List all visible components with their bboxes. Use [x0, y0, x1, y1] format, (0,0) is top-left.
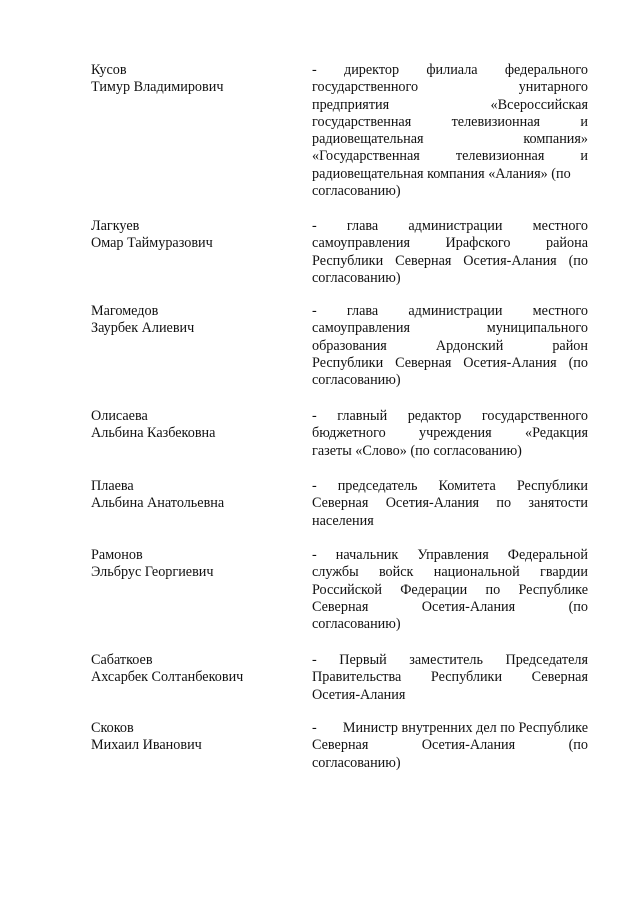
description-line	[312, 183, 588, 200]
description-line	[312, 755, 588, 772]
description-word: главный	[337, 408, 388, 424]
member-given-names: Альбина Казбековна	[91, 425, 216, 442]
member-name	[91, 478, 291, 513]
description-word: гвардии	[540, 564, 588, 581]
description-word: Ардонский	[435, 337, 504, 354]
description-word: Осетия-Алания	[463, 354, 557, 371]
description-word: Осетия-Алания	[312, 686, 406, 703]
description-line	[312, 513, 588, 530]
description-line	[312, 564, 588, 581]
description-line	[312, 270, 588, 287]
member-position-description	[312, 478, 588, 530]
description-word: Осетия-Алания	[463, 252, 557, 269]
member-name	[91, 720, 291, 755]
member-given-names: Альбина Анатольевна	[91, 495, 225, 512]
description-word: Федерации	[400, 581, 468, 598]
description-line	[312, 355, 588, 372]
description-line	[312, 218, 588, 235]
description-word: глава	[346, 218, 379, 234]
description-word: государственного	[312, 79, 419, 96]
description-word: Управления	[417, 547, 489, 563]
description-line	[312, 338, 588, 355]
description-word: района	[546, 235, 588, 252]
description-word: Северная	[312, 598, 369, 615]
description-word: председатель	[337, 478, 418, 494]
description-word: Республики	[430, 669, 503, 686]
member-position-description	[312, 303, 588, 389]
description-word: Северная	[395, 354, 452, 371]
description-word: телевизионная	[451, 113, 541, 130]
description-word: глава	[346, 303, 379, 319]
description-word: Республики	[516, 478, 588, 494]
description-word: (по	[568, 737, 588, 754]
description-line	[312, 320, 588, 337]
description-word: Северная	[312, 737, 369, 754]
description-word: -	[312, 303, 317, 319]
member-name	[91, 547, 291, 582]
description-line	[312, 443, 588, 460]
description-word: -	[312, 652, 317, 668]
member-position-description	[312, 720, 588, 772]
description-line	[312, 253, 588, 270]
description-word: администрации	[408, 218, 503, 234]
member-surname: Скоков	[91, 720, 134, 736]
description-word: Республике	[518, 581, 588, 598]
description-line	[312, 62, 588, 79]
member-name	[91, 62, 291, 97]
description-word: Осетия-Алания	[421, 737, 516, 754]
description-word: Комитета	[438, 478, 496, 494]
description-word: предприятия	[312, 96, 390, 113]
member-position-description	[312, 62, 588, 200]
description-word: местного	[532, 218, 588, 234]
member-surname: Олисаева	[91, 408, 148, 424]
member-surname: Кусов	[91, 62, 127, 78]
member-given-names: Тимур Владимирович	[91, 79, 224, 96]
description-line	[312, 737, 588, 754]
description-word: (по	[568, 598, 588, 615]
member-surname: Сабаткоев	[91, 652, 153, 668]
description-word: по	[485, 581, 501, 598]
description-line	[312, 582, 588, 599]
description-word: -	[312, 478, 317, 494]
member-surname: Рамонов	[91, 547, 143, 563]
description-word: Северная	[312, 495, 369, 512]
description-word: -	[312, 547, 317, 563]
description-word: Северная	[395, 252, 452, 269]
description-line	[312, 599, 588, 616]
member-name	[91, 652, 291, 687]
description-word: Северная	[531, 669, 588, 686]
description-line	[312, 687, 588, 704]
description-word: согласованию)	[312, 616, 401, 633]
description-word: муниципального	[486, 320, 588, 337]
description-word: Федеральной	[507, 547, 588, 563]
member-given-names: Ахсарбек Солтанбекович	[91, 669, 244, 686]
description-word: самоуправления	[312, 235, 410, 252]
description-word: газеты «Слово» (по согласованию)	[312, 442, 522, 459]
description-line	[312, 166, 588, 183]
description-word: «Редакция	[524, 425, 588, 442]
description-line	[312, 495, 588, 512]
description-word: компания»	[523, 131, 588, 148]
description-line	[312, 303, 588, 320]
description-word: учреждения	[419, 425, 492, 442]
description-word: образования	[312, 337, 387, 354]
description-word: Осетия-Алания	[421, 598, 516, 615]
description-line	[312, 616, 588, 633]
description-word: согласованию)	[312, 269, 401, 286]
description-word: «Всероссийская	[490, 96, 588, 113]
member-given-names: Омар Таймуразович	[91, 235, 213, 252]
member-surname: Плаева	[91, 478, 134, 494]
description-word: федерального	[504, 62, 588, 78]
description-word: Республики	[312, 354, 384, 371]
description-word: самоуправления	[312, 320, 410, 337]
description-line	[312, 97, 588, 114]
description-word: Республики	[312, 252, 384, 269]
description-word: -	[312, 218, 317, 234]
description-line	[312, 235, 588, 252]
member-given-names: Эльбрус Георгиевич	[91, 564, 214, 581]
member-given-names: Заурбек Алиевич	[91, 320, 195, 337]
description-line	[312, 79, 588, 96]
description-line	[312, 148, 588, 165]
description-word: редактор	[407, 408, 462, 424]
description-word: Осетия-Алания	[385, 495, 480, 512]
description-word: начальник	[335, 547, 399, 563]
description-word: населения	[312, 512, 374, 529]
description-word: Министр внутренних дел по Республике	[342, 720, 588, 736]
description-word: занятости	[528, 495, 588, 512]
description-word: радиовещательная	[312, 131, 424, 148]
description-line	[312, 478, 588, 495]
description-line	[312, 425, 588, 442]
member-surname: Лагкуев	[91, 218, 140, 234]
description-line	[312, 652, 588, 669]
member-surname: Магомедов	[91, 303, 159, 319]
description-word: заместитель	[409, 652, 483, 668]
description-word: радиовещательная компания «Алания» (по	[312, 165, 571, 182]
description-word: и	[580, 113, 588, 130]
description-word: -	[312, 408, 317, 424]
description-word: согласованию)	[312, 372, 401, 389]
description-word: администрации	[408, 303, 503, 319]
member-name	[91, 408, 291, 443]
description-line	[312, 547, 588, 564]
description-word: государственного	[481, 408, 588, 424]
description-word: местного	[532, 303, 588, 319]
description-word: Председателя	[505, 652, 588, 668]
description-line	[312, 408, 588, 425]
description-word: район	[552, 337, 588, 354]
description-word: национальной	[433, 564, 520, 581]
description-word: директор	[343, 62, 400, 78]
description-word: войск	[378, 564, 414, 581]
description-word: филиала	[426, 62, 478, 78]
description-word: -	[312, 62, 317, 78]
member-position-description	[312, 408, 588, 460]
member-name	[91, 218, 291, 253]
member-position-description	[312, 547, 588, 633]
description-word: согласованию)	[312, 754, 401, 771]
description-word: телевизионная	[455, 148, 545, 165]
description-word: (по	[568, 354, 588, 371]
member-given-names: Михаил Иванович	[91, 737, 202, 754]
member-position-description	[312, 218, 588, 287]
description-word: унитарного	[518, 79, 588, 96]
description-word: согласованию)	[312, 183, 401, 200]
member-position-description	[312, 652, 588, 704]
description-line	[312, 669, 588, 686]
member-name	[91, 303, 291, 338]
description-line	[312, 372, 588, 389]
description-word: службы	[312, 564, 359, 581]
description-word: Российской	[312, 581, 382, 598]
description-word: Первый	[339, 652, 387, 668]
description-word: государственная	[312, 113, 412, 130]
description-line	[312, 131, 588, 148]
description-word: по	[496, 495, 512, 512]
description-line	[312, 114, 588, 131]
description-line	[312, 720, 588, 737]
description-word: Правительства	[312, 669, 402, 686]
description-word: и	[580, 148, 588, 165]
description-word: (по	[568, 252, 588, 269]
description-word: Ирафского	[445, 235, 511, 252]
description-word: «Государственная	[312, 148, 420, 165]
description-word: -	[312, 720, 317, 736]
description-word: бюджетного	[312, 425, 386, 442]
